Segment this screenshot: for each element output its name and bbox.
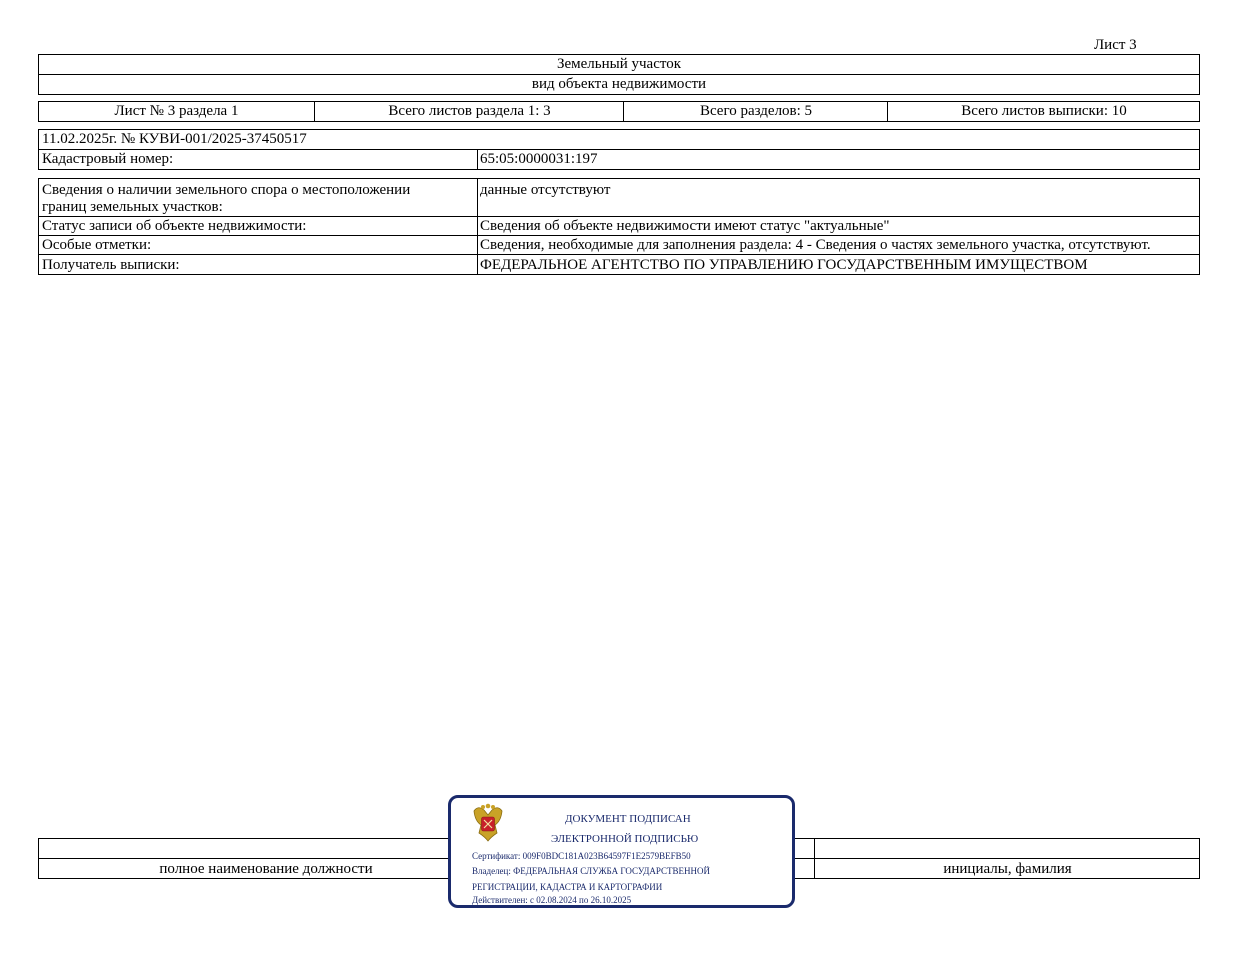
cadastral-label: Кадастровый номер: xyxy=(42,151,174,167)
record-status-value: Сведения об объекте недвижимости имеют статус "актуальные" xyxy=(480,218,890,234)
special-notes-label: Особые отметки: xyxy=(42,237,152,253)
electronic-signature-stamp xyxy=(448,795,795,908)
cadastral-value: 65:05:0000031:197 xyxy=(480,151,598,167)
sections-total: Всего разделов: 5 xyxy=(699,103,813,119)
land-dispute-label-line2: границ земельных участков: xyxy=(42,199,223,215)
stamp-line2: ЭЛЕКТРОННОЙ ПОДПИСЬЮ xyxy=(551,833,699,845)
stamp-owner-line1: Владелец: ФЕДЕРАЛЬНАЯ СЛУЖБА ГОСУДАРСТВЕННОЙ xyxy=(472,866,711,876)
sheet-number: Лист № 3 раздела 1 xyxy=(114,103,239,119)
recipient-label: Получатель выписки: xyxy=(42,257,180,273)
sheet-label: Лист 3 xyxy=(1094,37,1137,53)
stamp-owner-line2: РЕГИСТРАЦИИ, КАДАСТРА И КАРТОГРАФИИ xyxy=(472,882,663,892)
position-caption: полное наименование должности xyxy=(159,861,373,877)
section-sheets-total: Всего листов раздела 1: 3 xyxy=(388,103,551,119)
record-status-label: Статус записи об объекте недвижимости: xyxy=(42,218,307,234)
stamp-line1: ДОКУМЕНТ ПОДПИСАН xyxy=(565,813,691,825)
land-dispute-label-line1: Сведения о наличии земельного спора о местоположении xyxy=(42,182,411,198)
special-notes-value: Сведения, необходимые для заполнения раздела: 4 - Сведения о частях земельного участка, отсутствуют. xyxy=(480,237,1151,253)
extract-sheets-total: Всего листов выписки: 10 xyxy=(961,103,1127,119)
stamp-valid: Действителен: с 02.08.2024 по 26.10.2025 xyxy=(472,895,632,905)
document-number: 11.02.2025г. № КУВИ-001/2025-37450517 xyxy=(42,131,307,147)
object-subtitle: вид объекта недвижимости xyxy=(531,76,707,92)
coat-of-arms-icon xyxy=(471,803,505,843)
name-caption: инициалы, фамилия xyxy=(943,861,1072,877)
land-dispute-value: данные отсутствуют xyxy=(480,182,611,198)
recipient-value: ФЕДЕРАЛЬНОЕ АГЕНТСТВО ПО УПРАВЛЕНИЮ ГОСУДАРСТВЕННЫМ ИМУЩЕСТВОМ xyxy=(480,257,1088,273)
object-title: Земельный участок xyxy=(556,56,682,72)
stamp-certificate: Сертификат: 009F0BDC181A023B64597F1E2579BEFB50 xyxy=(472,851,691,861)
